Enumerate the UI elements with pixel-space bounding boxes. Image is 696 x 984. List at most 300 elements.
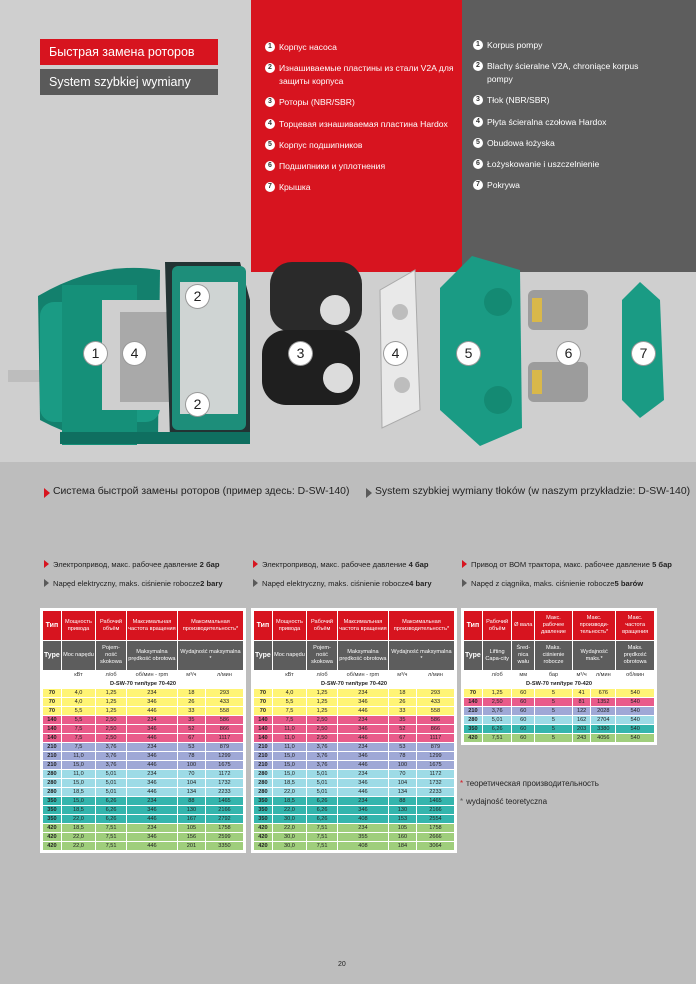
spec-table-5bar	[461, 608, 657, 745]
type-cell: 420	[43, 833, 62, 842]
th-vol3-pl: Lifting Capa-city	[482, 641, 512, 671]
value-cell: 346	[337, 752, 388, 761]
value-cell: 293	[205, 689, 243, 698]
value-cell: 346	[337, 806, 388, 815]
unit-kw: кВт	[61, 671, 95, 680]
bearing-housing	[440, 256, 522, 446]
value-cell: 234	[337, 770, 388, 779]
footnote-ru: * теоретическая производительность	[460, 779, 599, 788]
value-cell: 1,25	[307, 698, 338, 707]
value-cell: 234	[337, 824, 388, 833]
unit-blank	[464, 671, 483, 680]
th-perf-pl: Wydajność maksymalna *	[177, 641, 243, 671]
value-cell: 1117	[205, 734, 243, 743]
callout-5: 5	[457, 342, 480, 365]
type-cell: 140	[464, 698, 483, 707]
type-cell: 350	[464, 725, 483, 734]
page-number: 20	[338, 961, 346, 968]
value-cell: 3,76	[96, 743, 127, 752]
table-row	[254, 842, 455, 851]
value-cell: 540	[616, 698, 655, 707]
value-cell: 5,01	[307, 788, 338, 797]
value-cell: 234	[337, 797, 388, 806]
parts-list-pl	[473, 39, 653, 200]
th-vol-pl: Pojem-ność skokowa	[96, 641, 127, 671]
type-cell: 70	[43, 698, 62, 707]
value-cell: 67	[177, 734, 205, 743]
value-cell: 5	[535, 734, 573, 743]
value-cell: 53	[388, 743, 416, 752]
cond3-ru: Привод от ВОМ трактора, макс. рабочее давление 5 бар	[471, 560, 672, 569]
unit-l: л/об	[482, 671, 512, 680]
type-cell: 210	[254, 761, 273, 770]
cond1-ru: Электропривод, макс. рабочее давление 2 бар	[53, 560, 220, 569]
type-cell: 420	[254, 842, 273, 851]
value-cell: 70	[177, 770, 205, 779]
part-number: 1	[473, 40, 483, 50]
value-cell: 122	[572, 707, 590, 716]
callout-7: 7	[632, 342, 655, 365]
part-item	[473, 39, 653, 52]
th-power-pl: Moc napędu	[61, 641, 95, 671]
value-cell: 3,76	[96, 752, 127, 761]
value-cell: 1675	[416, 761, 454, 770]
value-cell: 1,25	[96, 689, 127, 698]
table-row	[43, 833, 244, 842]
value-cell: 5	[535, 725, 573, 734]
value-cell: 15,0	[61, 761, 95, 770]
value-cell: 11,0	[61, 770, 95, 779]
value-cell: 160	[388, 833, 416, 842]
value-cell: 1,25	[307, 689, 338, 698]
value-cell: 15,0	[61, 779, 95, 788]
unit-rpm: об/мин - rpm	[337, 671, 388, 680]
value-cell: 6,26	[96, 815, 127, 824]
table-row	[43, 725, 244, 734]
part-number: 4	[473, 117, 483, 127]
value-cell: 540	[616, 725, 655, 734]
type-cell: 350	[43, 797, 62, 806]
value-cell: 60	[512, 716, 535, 725]
table-row	[43, 779, 244, 788]
value-cell: 18,5	[61, 824, 95, 833]
value-cell: 2704	[591, 716, 616, 725]
type-cell: 280	[43, 770, 62, 779]
value-cell: 11,0	[272, 725, 306, 734]
value-cell: 60	[512, 725, 535, 734]
unit-lm: л/мин	[416, 671, 454, 680]
title-ru: Быстрая замена роторов	[40, 39, 218, 65]
part-text: Крышка	[279, 182, 311, 193]
value-cell: 2028	[591, 707, 616, 716]
value-cell: 18	[177, 689, 205, 698]
part-number: 6	[265, 161, 275, 171]
type-cell: 140	[43, 734, 62, 743]
bearings-and-seals	[528, 290, 588, 402]
type-cell: 210	[254, 752, 273, 761]
value-cell: 7,5	[272, 716, 306, 725]
value-cell: 2,50	[307, 716, 338, 725]
value-cell: 446	[126, 761, 177, 770]
value-cell: 52	[388, 725, 416, 734]
type-cell: 70	[43, 689, 62, 698]
part-number: 5	[473, 138, 483, 148]
table-row	[254, 716, 455, 725]
value-cell: 234	[126, 824, 177, 833]
callout-2-bottom: 2	[186, 393, 209, 416]
value-cell: 1172	[416, 770, 454, 779]
table-row	[254, 788, 455, 797]
part-text: Pokrywa	[487, 180, 520, 191]
value-cell: 446	[126, 707, 177, 716]
table-row	[254, 707, 455, 716]
table-row	[43, 734, 244, 743]
cond1-ru-arrow	[44, 560, 49, 568]
part-item	[473, 137, 653, 150]
th-speed-ru: Максимальная частота вращения	[337, 611, 388, 641]
value-cell: 2792	[205, 815, 243, 824]
unit-lm: л/мин	[591, 671, 616, 680]
value-cell: 2666	[416, 833, 454, 842]
value-cell: 30,0	[272, 833, 306, 842]
part-item	[265, 160, 455, 173]
value-cell: 5,01	[307, 779, 338, 788]
table-row	[43, 743, 244, 752]
headline-pl: System szybkiej wymiany tłoków (w naszym przykładzie: D-SW-140)	[375, 486, 691, 497]
value-cell: 3350	[205, 842, 243, 851]
part-text: Подшипники и уплотнения	[279, 160, 386, 171]
th-perf3-ru: Макс. производи-тельность*	[572, 611, 615, 641]
table-row	[43, 797, 244, 806]
table-row	[43, 788, 244, 797]
value-cell: 167	[177, 815, 205, 824]
table-row	[464, 734, 655, 743]
table-row	[254, 833, 455, 842]
part-text: Корпус подшипников	[279, 139, 363, 150]
table-row	[43, 824, 244, 833]
unit-mm: мм	[512, 671, 535, 680]
value-cell: 7,51	[96, 842, 127, 851]
value-cell: 586	[205, 716, 243, 725]
table-row	[254, 689, 455, 698]
value-cell: 105	[388, 824, 416, 833]
part-item	[473, 158, 653, 171]
value-cell: 408	[337, 842, 388, 851]
th-tip: Тип	[43, 611, 62, 641]
value-cell: 1758	[205, 824, 243, 833]
type-cell: 140	[43, 716, 62, 725]
part-text: Изнашиваемые пластины из стали V2A для защиты корпуса	[279, 63, 454, 87]
th-perf3-pl: Wydajność maks.*	[572, 641, 615, 671]
type-cell: 420	[254, 833, 273, 842]
value-cell: 586	[416, 716, 454, 725]
callout-4-housing: 4	[123, 342, 146, 365]
value-cell: 234	[126, 770, 177, 779]
value-cell: 35	[177, 716, 205, 725]
headline-pl-arrow	[366, 488, 372, 498]
value-cell: 558	[205, 707, 243, 716]
value-cell: 104	[177, 779, 205, 788]
value-cell: 446	[126, 815, 177, 824]
part-text: Blachy ścieralne V2A, chroniące korpus pompy	[487, 61, 639, 85]
type-cell: 70	[254, 698, 273, 707]
value-cell: 1352	[591, 698, 616, 707]
value-cell: 2,50	[482, 698, 512, 707]
value-cell: 346	[126, 725, 177, 734]
value-cell: 88	[388, 797, 416, 806]
value-cell: 540	[616, 689, 655, 698]
th-vol-pl: Pojem-ność skokowa	[307, 641, 338, 671]
value-cell: 1465	[416, 797, 454, 806]
type-cell: 280	[43, 788, 62, 797]
th-press-ru: Макс. рабочее давление	[535, 611, 573, 641]
part-text: Tłok (NBR/SBR)	[487, 95, 550, 106]
value-cell: 100	[388, 761, 416, 770]
part-number: 3	[265, 97, 275, 107]
value-cell: 5,5	[61, 716, 95, 725]
th-press-pl: Maks. ciśnienie robocze	[535, 641, 573, 671]
unit-blank	[43, 671, 62, 680]
table-row	[43, 752, 244, 761]
value-cell: 52	[177, 725, 205, 734]
value-cell: 433	[205, 698, 243, 707]
value-cell: 2233	[416, 788, 454, 797]
value-cell: 184	[388, 842, 416, 851]
value-cell: 1732	[205, 779, 243, 788]
type-cell: 70	[464, 689, 483, 698]
value-cell: 60	[512, 734, 535, 743]
unit-rpm: об/мин - rpm	[126, 671, 177, 680]
value-cell: 446	[337, 707, 388, 716]
footnote-pl: * wydajność teoretyczna	[460, 797, 548, 806]
part-item	[473, 60, 653, 86]
table-row	[43, 707, 244, 716]
th-power-ru: Мощность привода	[272, 611, 306, 641]
value-cell: 18	[388, 689, 416, 698]
type-cell: 420	[43, 824, 62, 833]
callout-2-top: 2	[186, 285, 209, 308]
value-cell: 234	[126, 689, 177, 698]
th-vol-ru: Рабочий объём	[307, 611, 338, 641]
value-cell: 446	[337, 788, 388, 797]
value-cell: 5	[535, 698, 573, 707]
value-cell: 5,01	[482, 716, 512, 725]
th-perf-pl: Wydajność maksymalna *	[388, 641, 454, 671]
value-cell: 18,5	[272, 797, 306, 806]
value-cell: 4,0	[61, 689, 95, 698]
type-cell: 420	[43, 842, 62, 851]
part-text: Płyta ścieralna czołowa Hardox	[487, 116, 607, 127]
value-cell: 3064	[416, 842, 454, 851]
value-cell: 70	[388, 770, 416, 779]
value-cell: 540	[616, 734, 655, 743]
type-cell: 280	[254, 788, 273, 797]
type-cell: 140	[254, 716, 273, 725]
cond2-ru-arrow	[253, 560, 258, 568]
unit-bar: бар	[535, 671, 573, 680]
value-cell: 4,0	[272, 689, 306, 698]
part-number: 5	[265, 140, 275, 150]
value-cell: 22,0	[272, 806, 306, 815]
part-text: Łożyskowanie i uszczelnienie	[487, 158, 600, 169]
value-cell: 15,0	[272, 752, 306, 761]
callout-4-plate: 4	[384, 342, 407, 365]
part-text: Korpus pompy	[487, 40, 543, 50]
th-tip: Тип	[464, 611, 483, 641]
value-cell: 162	[572, 716, 590, 725]
value-cell: 15,0	[61, 797, 95, 806]
value-cell: 234	[337, 689, 388, 698]
value-cell: 1675	[205, 761, 243, 770]
value-cell: 67	[388, 734, 416, 743]
value-cell: 4,0	[61, 698, 95, 707]
value-cell: 22,0	[61, 842, 95, 851]
part-number: 7	[473, 180, 483, 190]
table-row	[43, 689, 244, 698]
headline-ru: Система быстрой замены роторов (пример здесь: D-SW-140)	[53, 486, 350, 497]
value-cell: 243	[572, 734, 590, 743]
value-cell: 433	[416, 698, 454, 707]
th-vol-ru: Рабочий объём	[96, 611, 127, 641]
unit-l: л/об	[307, 671, 338, 680]
part-item	[265, 118, 455, 131]
value-cell: 2,50	[96, 725, 127, 734]
table-row	[254, 770, 455, 779]
value-cell: 446	[126, 788, 177, 797]
th-speed3-pl: Maks. prędkość obrotowa	[616, 641, 655, 671]
value-cell: 30,0	[272, 815, 306, 824]
value-cell: 5,5	[272, 698, 306, 707]
unit-rpm: об/мин	[616, 671, 655, 680]
model-row: D-SW-70 тип/type 70-420	[254, 680, 455, 689]
th-speed-pl: Maksymalna prędkość obrotowa	[337, 641, 388, 671]
unit-kw: кВт	[272, 671, 306, 680]
value-cell: 130	[177, 806, 205, 815]
table-row	[254, 743, 455, 752]
value-cell: 540	[616, 707, 655, 716]
value-cell: 5,5	[61, 707, 95, 716]
type-cell: 350	[43, 815, 62, 824]
value-cell: 3,76	[96, 761, 127, 770]
value-cell: 26	[388, 698, 416, 707]
value-cell: 22,0	[272, 788, 306, 797]
value-cell: 2,50	[307, 725, 338, 734]
type-cell: 210	[43, 743, 62, 752]
value-cell: 81	[572, 698, 590, 707]
value-cell: 78	[388, 752, 416, 761]
value-cell: 879	[416, 743, 454, 752]
value-cell: 3380	[591, 725, 616, 734]
value-cell: 2,50	[307, 734, 338, 743]
value-cell: 60	[512, 698, 535, 707]
table-row	[254, 815, 455, 824]
table-row	[254, 734, 455, 743]
value-cell: 3,76	[307, 743, 338, 752]
part-item	[265, 181, 455, 194]
type-cell: 210	[43, 752, 62, 761]
unit-m3: м³/ч	[177, 671, 205, 680]
cond3-ru-arrow	[462, 560, 467, 568]
type-cell: 350	[254, 797, 273, 806]
part-number: 6	[473, 159, 483, 169]
value-cell: 22,0	[61, 815, 95, 824]
th-power-ru: Мощность привода	[61, 611, 95, 641]
value-cell: 6,26	[307, 815, 338, 824]
part-number: 7	[265, 182, 275, 192]
value-cell: 100	[177, 761, 205, 770]
value-cell: 104	[388, 779, 416, 788]
table-row	[464, 707, 655, 716]
value-cell: 1172	[205, 770, 243, 779]
table-row	[254, 752, 455, 761]
th-type: Type	[43, 641, 62, 671]
value-cell: 3,76	[482, 707, 512, 716]
value-cell: 1758	[416, 824, 454, 833]
value-cell: 1,25	[96, 698, 127, 707]
value-cell: 408	[337, 815, 388, 824]
value-cell: 1465	[205, 797, 243, 806]
value-cell: 11,0	[61, 752, 95, 761]
value-cell: 6,26	[482, 725, 512, 734]
value-cell: 3,76	[307, 752, 338, 761]
parts-list-ru	[265, 41, 455, 202]
type-cell: 420	[464, 734, 483, 743]
type-cell: 140	[43, 725, 62, 734]
model-row: D-SW-70 тип/type 70-420	[43, 680, 244, 689]
value-cell: 156	[177, 833, 205, 842]
value-cell: 203	[572, 725, 590, 734]
value-cell: 5	[535, 716, 573, 725]
th-shaft-pl: Śred-nica wału	[512, 641, 535, 671]
value-cell: 540	[616, 716, 655, 725]
part-text: Корпус насоса	[279, 42, 337, 52]
value-cell: 6,26	[96, 806, 127, 815]
part-item	[265, 41, 455, 54]
part-item	[473, 94, 653, 107]
value-cell: 1,25	[307, 707, 338, 716]
table-row	[43, 815, 244, 824]
table-row	[254, 725, 455, 734]
value-cell: 3,76	[307, 761, 338, 770]
th-speed-ru: Максимальная частота вращения	[126, 611, 177, 641]
value-cell: 6,26	[307, 797, 338, 806]
unit-lm: л/мин	[205, 671, 243, 680]
value-cell: 1,25	[482, 689, 512, 698]
value-cell: 2554	[416, 815, 454, 824]
spec-table-2bar	[40, 608, 246, 853]
value-cell: 7,5	[61, 734, 95, 743]
value-cell: 15,0	[272, 770, 306, 779]
value-cell: 7,51	[307, 842, 338, 851]
cond2-ru: Электропривод, макс. рабочее давление 4 бар	[262, 560, 429, 569]
value-cell: 234	[126, 797, 177, 806]
value-cell: 18,5	[272, 779, 306, 788]
value-cell: 1299	[416, 752, 454, 761]
value-cell: 446	[126, 734, 177, 743]
unit-m3: м³/ч	[572, 671, 590, 680]
title-pl: System szybkiej wymiany	[40, 69, 218, 95]
value-cell: 53	[177, 743, 205, 752]
table-row	[254, 698, 455, 707]
value-cell: 7,5	[61, 725, 95, 734]
value-cell: 234	[126, 716, 177, 725]
th-speed-pl: Maksymalna prędkość obrotowa	[126, 641, 177, 671]
value-cell: 676	[591, 689, 616, 698]
value-cell: 234	[126, 743, 177, 752]
value-cell: 130	[388, 806, 416, 815]
value-cell: 78	[177, 752, 205, 761]
value-cell: 33	[388, 707, 416, 716]
